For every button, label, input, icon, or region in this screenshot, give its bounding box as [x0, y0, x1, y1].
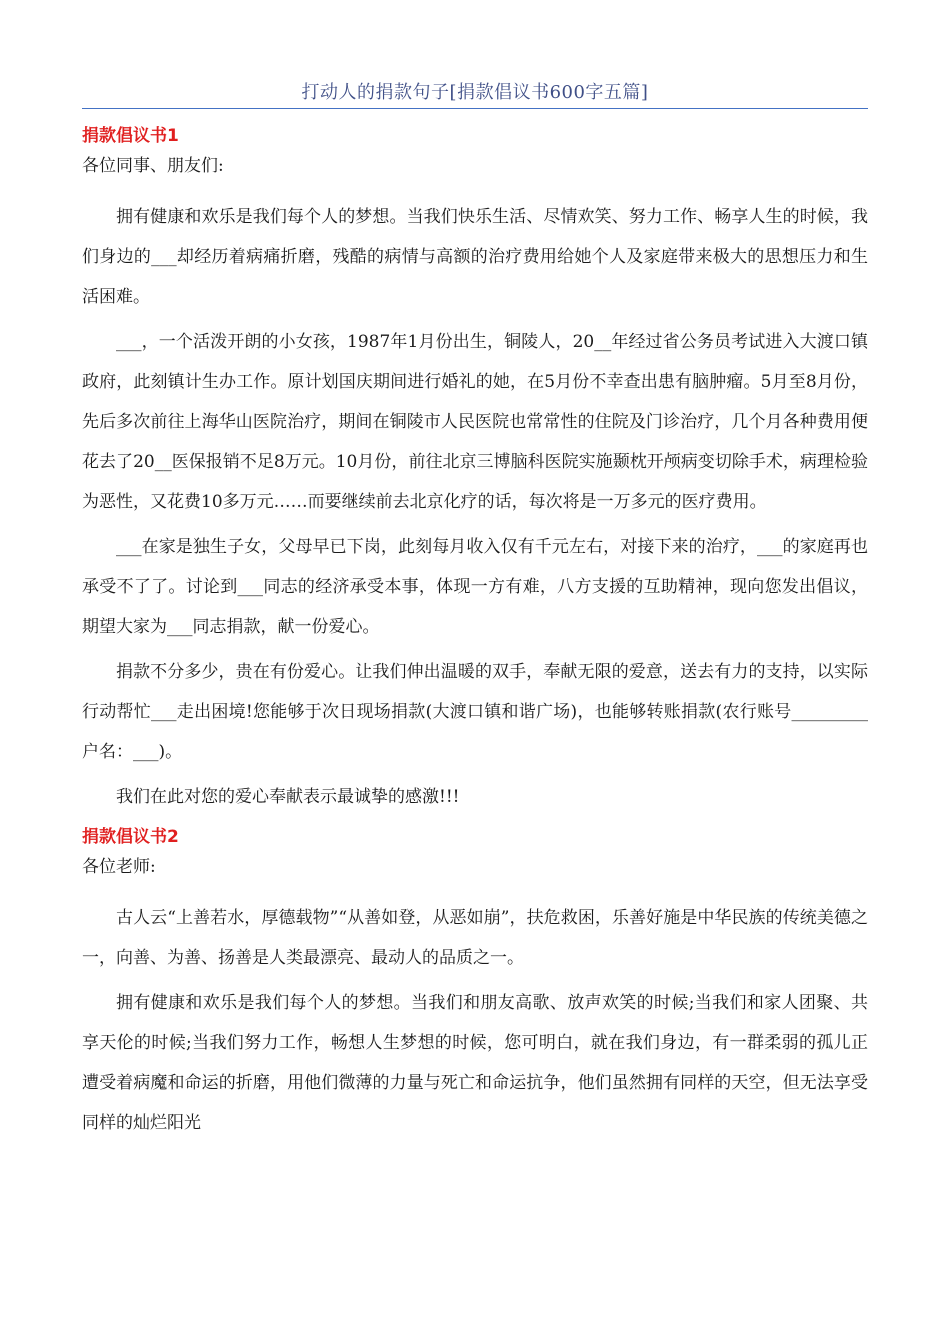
paragraph: ___，一个活泼开朗的小女孩，1987年1月份出生，铜陵人，20__年经过省公务员考试进入大渡口镇政府，此刻镇计生办工作。原计划国庆期间进行婚礼的她，在5月份不幸查出患有脑肿瘤。5月至8月份，先后多次前往上海华山医院治疗，期间在铜陵市人民医院也常常性的住院及门诊治疗，几个月各种费用便花去了20__医保报销不足8万元。10月份，前往北京三博脑科医院实施颞枕开颅病变切除手术，病理检验为恶性，又花费10多万元……而要继续前去北京化疗的话，每次将是一万多元的医疗费用。	[82, 332, 868, 512]
paragraph: 捐款不分多少，贵在有份爱心。让我们伸出温暖的双手，奉献无限的爱意，送去有力的支持，以实际行动帮忙___走出困境!您能够于次日现场捐款(大渡口镇和谐广场)，也能够转账捐款(农行账号_________户名：___)。	[82, 662, 868, 762]
paragraph: ___在家是独生子女，父母早已下岗，此刻每月收入仅有千元左右，对接下来的治疗，___的家庭再也承受不了了。讨论到___同志的经济承受本事，体现一方有难，八方支援的互助精神，现向您发出倡议，期望大家为___同志捐款，献一份爱心。	[82, 537, 868, 637]
header-divider	[82, 108, 868, 109]
paragraph: 我们在此对您的爱心奉献表示最诚挚的感激!!!	[116, 787, 460, 807]
document-body	[82, 124, 868, 1148]
section-title: 捐款倡议书1	[82, 126, 179, 146]
paragraph: 拥有健康和欢乐是我们每个人的梦想。当我们和朋友高歌、放声欢笑的时候;当我们和家人团聚、共享天伦的时候;当我们努力工作，畅想人生梦想的时候，您可明白，就在我们身边，有一群柔弱的孤儿正遭受着病魔和命运的折磨，用他们微薄的力量与死亡和命运抗争，他们虽然拥有同样的天空，但无法享受同样的灿烂阳光	[82, 993, 868, 1133]
salutation: 各位老师:	[82, 857, 156, 877]
paragraph: 拥有健康和欢乐是我们每个人的梦想。当我们快乐生活、尽情欢笑、努力工作、畅享人生的时候，我们身边的___却经历着病痛折磨，残酷的病情与高额的治疗费用给她个人及家庭带来极大的思想压力和生活困难。	[82, 207, 868, 307]
document-header: 打动人的捐款句子[捐款倡议书600字五篇]	[301, 82, 649, 103]
salutation: 各位同事、朋友们:	[82, 156, 224, 176]
letter-section-1	[82, 124, 868, 817]
letter-section-2	[82, 825, 868, 1143]
section-title: 捐款倡议书2	[82, 827, 179, 847]
paragraph: 古人云“上善若水，厚德载物”“从善如登，从恶如崩”，扶危救困，乐善好施是中华民族的传统美德之一，向善、为善、扬善是人类最漂亮、最动人的品质之一。	[82, 908, 868, 968]
